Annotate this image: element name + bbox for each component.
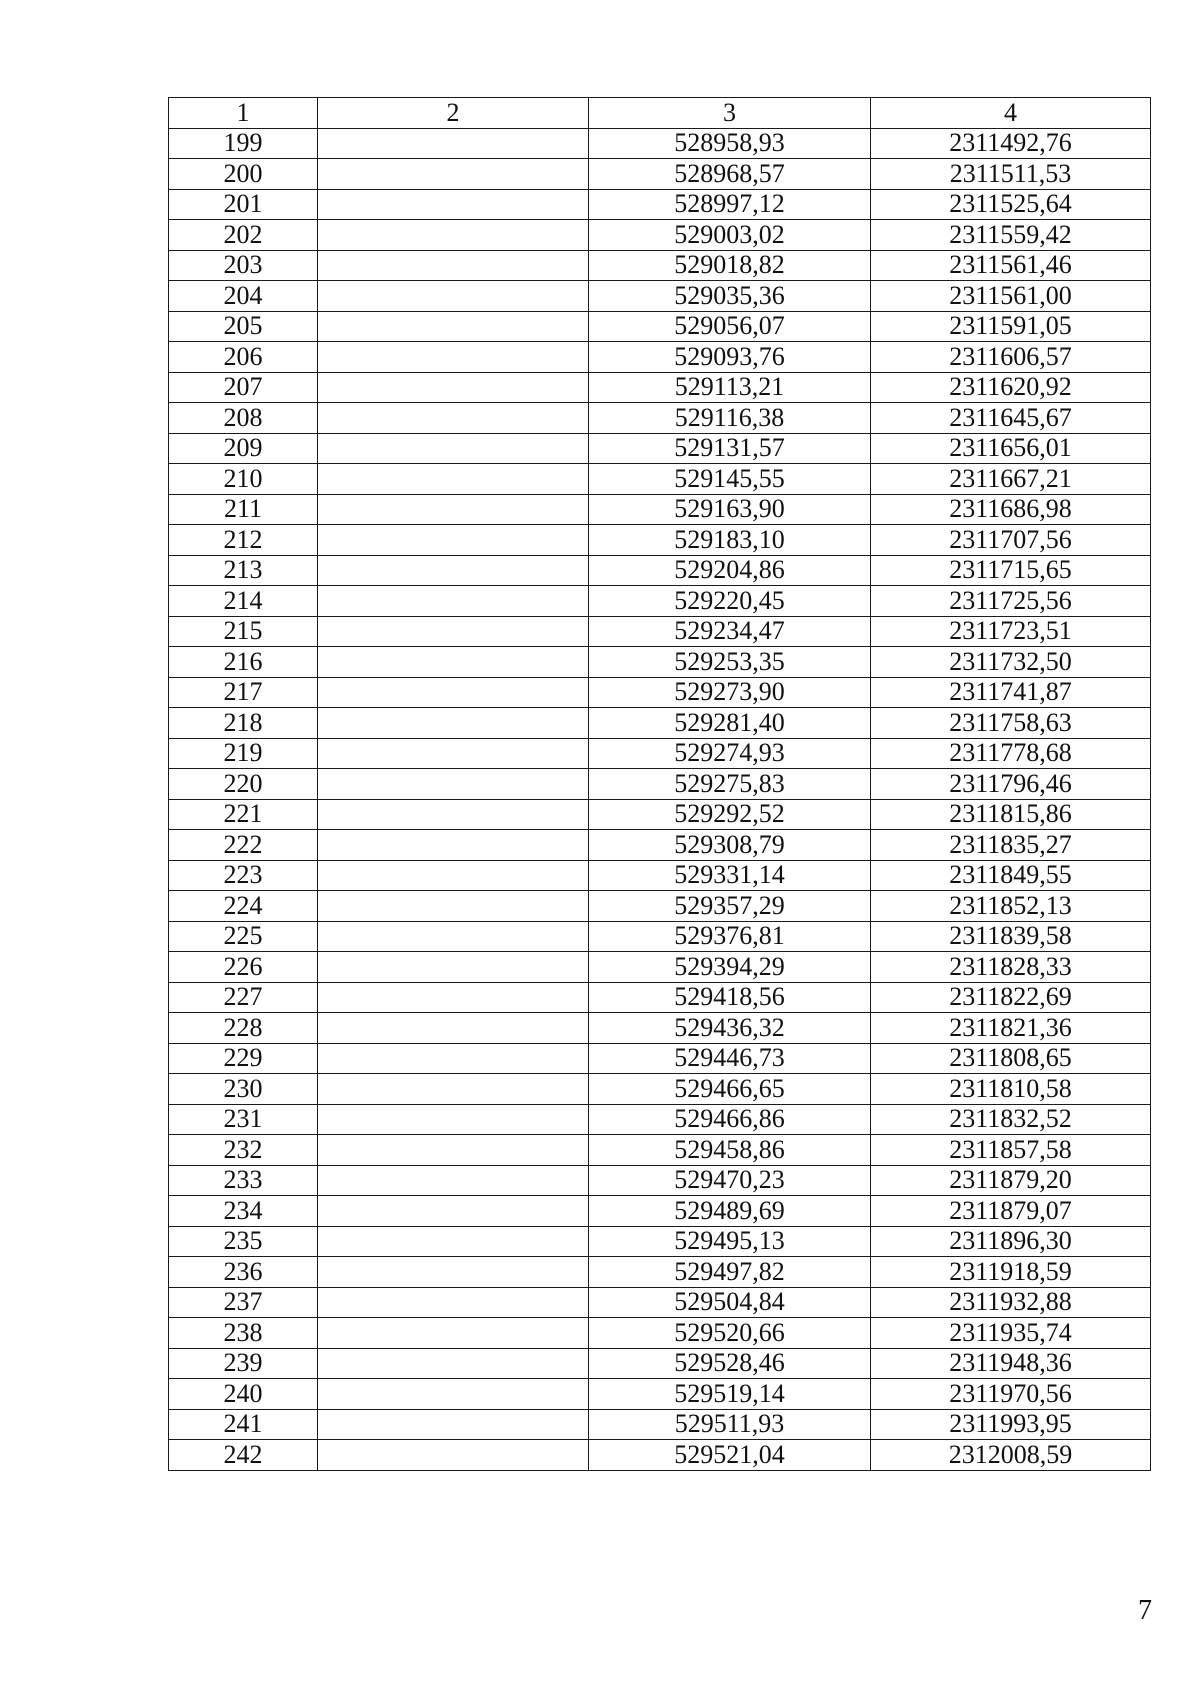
x-coordinate-cell: 529183,10 <box>589 525 871 556</box>
point-number-cell: 229 <box>169 1043 318 1074</box>
x-coordinate-cell: 529018,82 <box>589 250 871 281</box>
x-coordinate-cell: 529528,46 <box>589 1348 871 1379</box>
table-row <box>169 220 1151 251</box>
point-number-cell: 216 <box>169 647 318 678</box>
point-number-cell: 220 <box>169 769 318 800</box>
table-row <box>169 250 1151 281</box>
y-coordinate-cell: 2311723,51 <box>871 616 1151 647</box>
point-number-cell: 214 <box>169 586 318 617</box>
y-coordinate-cell: 2311879,20 <box>871 1165 1151 1196</box>
empty-cell <box>318 982 589 1013</box>
table-row <box>169 1379 1151 1410</box>
empty-cell <box>318 525 589 556</box>
x-coordinate-cell: 529394,29 <box>589 952 871 983</box>
point-number-cell: 201 <box>169 189 318 220</box>
table-row <box>169 860 1151 891</box>
table-row <box>169 342 1151 373</box>
point-number-cell: 217 <box>169 677 318 708</box>
point-number-cell: 200 <box>169 159 318 190</box>
point-number-cell: 221 <box>169 799 318 830</box>
x-coordinate-cell: 528958,93 <box>589 128 871 159</box>
point-number-cell: 235 <box>169 1226 318 1257</box>
table-row <box>169 1440 1151 1471</box>
empty-cell <box>318 1196 589 1227</box>
y-coordinate-cell: 2311796,46 <box>871 769 1151 800</box>
x-coordinate-cell: 529220,45 <box>589 586 871 617</box>
table-row <box>169 555 1151 586</box>
table-row <box>169 647 1151 678</box>
point-number-cell: 205 <box>169 311 318 342</box>
point-number-cell: 234 <box>169 1196 318 1227</box>
y-coordinate-cell: 2311849,55 <box>871 860 1151 891</box>
point-number-cell: 227 <box>169 982 318 1013</box>
table-row <box>169 738 1151 769</box>
x-coordinate-cell: 529056,07 <box>589 311 871 342</box>
x-coordinate-cell: 529281,40 <box>589 708 871 739</box>
point-number-cell: 230 <box>169 1074 318 1105</box>
empty-cell <box>318 342 589 373</box>
header-row <box>169 98 1151 129</box>
empty-cell <box>318 616 589 647</box>
empty-cell <box>318 830 589 861</box>
table-row <box>169 464 1151 495</box>
table-row <box>169 830 1151 861</box>
empty-cell <box>318 799 589 830</box>
table-row <box>169 1196 1151 1227</box>
empty-cell <box>318 586 589 617</box>
x-coordinate-cell: 529145,55 <box>589 464 871 495</box>
x-coordinate-cell: 529331,14 <box>589 860 871 891</box>
header-col-2: 2 <box>318 98 589 129</box>
x-coordinate-cell: 529253,35 <box>589 647 871 678</box>
table-row <box>169 1135 1151 1166</box>
x-coordinate-cell: 529308,79 <box>589 830 871 861</box>
y-coordinate-cell: 2311559,42 <box>871 220 1151 251</box>
x-coordinate-cell: 529292,52 <box>589 799 871 830</box>
y-coordinate-cell: 2311758,63 <box>871 708 1151 739</box>
table-body <box>169 128 1151 1470</box>
y-coordinate-cell: 2311879,07 <box>871 1196 1151 1227</box>
point-number-cell: 202 <box>169 220 318 251</box>
x-coordinate-cell: 529418,56 <box>589 982 871 1013</box>
point-number-cell: 226 <box>169 952 318 983</box>
point-number-cell: 209 <box>169 433 318 464</box>
point-number-cell: 204 <box>169 281 318 312</box>
table-row <box>169 1348 1151 1379</box>
coordinates-table <box>168 97 1151 1471</box>
table-row <box>169 1074 1151 1105</box>
point-number-cell: 239 <box>169 1348 318 1379</box>
x-coordinate-cell: 529470,23 <box>589 1165 871 1196</box>
y-coordinate-cell: 2311741,87 <box>871 677 1151 708</box>
empty-cell <box>318 464 589 495</box>
empty-cell <box>318 1013 589 1044</box>
y-coordinate-cell: 2311561,46 <box>871 250 1151 281</box>
x-coordinate-cell: 529093,76 <box>589 342 871 373</box>
table-row <box>169 769 1151 800</box>
y-coordinate-cell: 2311821,36 <box>871 1013 1151 1044</box>
point-number-cell: 236 <box>169 1257 318 1288</box>
table-header <box>169 98 1151 129</box>
empty-cell <box>318 311 589 342</box>
x-coordinate-cell: 529274,93 <box>589 738 871 769</box>
table-row <box>169 1257 1151 1288</box>
empty-cell <box>318 250 589 281</box>
table-row <box>169 281 1151 312</box>
x-coordinate-cell: 529357,29 <box>589 891 871 922</box>
y-coordinate-cell: 2311815,86 <box>871 799 1151 830</box>
y-coordinate-cell: 2311686,98 <box>871 494 1151 525</box>
table-row <box>169 189 1151 220</box>
empty-cell <box>318 1135 589 1166</box>
empty-cell <box>318 128 589 159</box>
x-coordinate-cell: 529458,86 <box>589 1135 871 1166</box>
point-number-cell: 240 <box>169 1379 318 1410</box>
table-row <box>169 159 1151 190</box>
table-row <box>169 128 1151 159</box>
y-coordinate-cell: 2311667,21 <box>871 464 1151 495</box>
x-coordinate-cell: 529511,93 <box>589 1409 871 1440</box>
y-coordinate-cell: 2311993,95 <box>871 1409 1151 1440</box>
y-coordinate-cell: 2311707,56 <box>871 525 1151 556</box>
point-number-cell: 213 <box>169 555 318 586</box>
empty-cell <box>318 403 589 434</box>
table-row <box>169 433 1151 464</box>
y-coordinate-cell: 2311810,58 <box>871 1074 1151 1105</box>
empty-cell <box>318 1287 589 1318</box>
point-number-cell: 224 <box>169 891 318 922</box>
empty-cell <box>318 433 589 464</box>
empty-cell <box>318 1165 589 1196</box>
table-row <box>169 586 1151 617</box>
y-coordinate-cell: 2311948,36 <box>871 1348 1151 1379</box>
empty-cell <box>318 769 589 800</box>
empty-cell <box>318 159 589 190</box>
y-coordinate-cell: 2311492,76 <box>871 128 1151 159</box>
point-number-cell: 218 <box>169 708 318 739</box>
empty-cell <box>318 1104 589 1135</box>
y-coordinate-cell: 2311835,27 <box>871 830 1151 861</box>
y-coordinate-cell: 2311852,13 <box>871 891 1151 922</box>
table-row <box>169 891 1151 922</box>
point-number-cell: 238 <box>169 1318 318 1349</box>
empty-cell <box>318 1043 589 1074</box>
point-number-cell: 233 <box>169 1165 318 1196</box>
empty-cell <box>318 555 589 586</box>
point-number-cell: 223 <box>169 860 318 891</box>
table-row <box>169 1287 1151 1318</box>
y-coordinate-cell: 2311778,68 <box>871 738 1151 769</box>
point-number-cell: 237 <box>169 1287 318 1318</box>
point-number-cell: 212 <box>169 525 318 556</box>
empty-cell <box>318 281 589 312</box>
point-number-cell: 225 <box>169 921 318 952</box>
x-coordinate-cell: 529521,04 <box>589 1440 871 1471</box>
point-number-cell: 222 <box>169 830 318 861</box>
table-row <box>169 372 1151 403</box>
point-number-cell: 207 <box>169 372 318 403</box>
y-coordinate-cell: 2312008,59 <box>871 1440 1151 1471</box>
y-coordinate-cell: 2311732,50 <box>871 647 1151 678</box>
y-coordinate-cell: 2311606,57 <box>871 342 1151 373</box>
empty-cell <box>318 1348 589 1379</box>
y-coordinate-cell: 2311918,59 <box>871 1257 1151 1288</box>
x-coordinate-cell: 529376,81 <box>589 921 871 952</box>
x-coordinate-cell: 529466,65 <box>589 1074 871 1105</box>
empty-cell <box>318 372 589 403</box>
table-row <box>169 311 1151 342</box>
x-coordinate-cell: 529003,02 <box>589 220 871 251</box>
x-coordinate-cell: 529275,83 <box>589 769 871 800</box>
empty-cell <box>318 860 589 891</box>
point-number-cell: 228 <box>169 1013 318 1044</box>
table-row <box>169 1165 1151 1196</box>
empty-cell <box>318 1440 589 1471</box>
table-row <box>169 952 1151 983</box>
table-row <box>169 403 1151 434</box>
empty-cell <box>318 1379 589 1410</box>
table-row <box>169 982 1151 1013</box>
point-number-cell: 210 <box>169 464 318 495</box>
table-row <box>169 1043 1151 1074</box>
table-row <box>169 525 1151 556</box>
empty-cell <box>318 921 589 952</box>
header-col-4: 4 <box>871 98 1151 129</box>
empty-cell <box>318 1409 589 1440</box>
y-coordinate-cell: 2311832,52 <box>871 1104 1151 1135</box>
y-coordinate-cell: 2311932,88 <box>871 1287 1151 1318</box>
y-coordinate-cell: 2311935,74 <box>871 1318 1151 1349</box>
y-coordinate-cell: 2311715,65 <box>871 555 1151 586</box>
x-coordinate-cell: 529113,21 <box>589 372 871 403</box>
y-coordinate-cell: 2311725,56 <box>871 586 1151 617</box>
point-number-cell: 199 <box>169 128 318 159</box>
x-coordinate-cell: 529446,73 <box>589 1043 871 1074</box>
x-coordinate-cell: 528968,57 <box>589 159 871 190</box>
x-coordinate-cell: 529466,86 <box>589 1104 871 1135</box>
point-number-cell: 206 <box>169 342 318 373</box>
header-col-3: 3 <box>589 98 871 129</box>
table-row <box>169 1013 1151 1044</box>
empty-cell <box>318 220 589 251</box>
empty-cell <box>318 1226 589 1257</box>
y-coordinate-cell: 2311822,69 <box>871 982 1151 1013</box>
x-coordinate-cell: 529504,84 <box>589 1287 871 1318</box>
y-coordinate-cell: 2311561,00 <box>871 281 1151 312</box>
x-coordinate-cell: 529520,66 <box>589 1318 871 1349</box>
x-coordinate-cell: 529497,82 <box>589 1257 871 1288</box>
x-coordinate-cell: 529163,90 <box>589 494 871 525</box>
empty-cell <box>318 891 589 922</box>
empty-cell <box>318 677 589 708</box>
x-coordinate-cell: 529519,14 <box>589 1379 871 1410</box>
header-col-1: 1 <box>169 98 318 129</box>
empty-cell <box>318 189 589 220</box>
x-coordinate-cell: 529273,90 <box>589 677 871 708</box>
point-number-cell: 231 <box>169 1104 318 1135</box>
empty-cell <box>318 1318 589 1349</box>
empty-cell <box>318 1074 589 1105</box>
point-number-cell: 211 <box>169 494 318 525</box>
y-coordinate-cell: 2311857,58 <box>871 1135 1151 1166</box>
y-coordinate-cell: 2311839,58 <box>871 921 1151 952</box>
y-coordinate-cell: 2311808,65 <box>871 1043 1151 1074</box>
table-row <box>169 616 1151 647</box>
y-coordinate-cell: 2311645,67 <box>871 403 1151 434</box>
table-row <box>169 1409 1151 1440</box>
table-row <box>169 708 1151 739</box>
x-coordinate-cell: 529495,13 <box>589 1226 871 1257</box>
empty-cell <box>318 952 589 983</box>
y-coordinate-cell: 2311591,05 <box>871 311 1151 342</box>
table-row <box>169 1226 1151 1257</box>
empty-cell <box>318 738 589 769</box>
x-coordinate-cell: 529436,32 <box>589 1013 871 1044</box>
x-coordinate-cell: 529204,86 <box>589 555 871 586</box>
empty-cell <box>318 1257 589 1288</box>
y-coordinate-cell: 2311828,33 <box>871 952 1151 983</box>
x-coordinate-cell: 529489,69 <box>589 1196 871 1227</box>
x-coordinate-cell: 528997,12 <box>589 189 871 220</box>
empty-cell <box>318 494 589 525</box>
y-coordinate-cell: 2311511,53 <box>871 159 1151 190</box>
point-number-cell: 242 <box>169 1440 318 1471</box>
x-coordinate-cell: 529234,47 <box>589 616 871 647</box>
y-coordinate-cell: 2311656,01 <box>871 433 1151 464</box>
table-row <box>169 494 1151 525</box>
y-coordinate-cell: 2311525,64 <box>871 189 1151 220</box>
page-number: 7 <box>1138 1595 1152 1626</box>
table-row <box>169 1318 1151 1349</box>
point-number-cell: 219 <box>169 738 318 769</box>
x-coordinate-cell: 529035,36 <box>589 281 871 312</box>
point-number-cell: 215 <box>169 616 318 647</box>
table-row <box>169 1104 1151 1135</box>
empty-cell <box>318 708 589 739</box>
empty-cell <box>318 647 589 678</box>
y-coordinate-cell: 2311620,92 <box>871 372 1151 403</box>
x-coordinate-cell: 529131,57 <box>589 433 871 464</box>
point-number-cell: 241 <box>169 1409 318 1440</box>
table-row <box>169 921 1151 952</box>
y-coordinate-cell: 2311970,56 <box>871 1379 1151 1410</box>
point-number-cell: 208 <box>169 403 318 434</box>
table-row <box>169 799 1151 830</box>
table-row <box>169 677 1151 708</box>
x-coordinate-cell: 529116,38 <box>589 403 871 434</box>
y-coordinate-cell: 2311896,30 <box>871 1226 1151 1257</box>
point-number-cell: 203 <box>169 250 318 281</box>
point-number-cell: 232 <box>169 1135 318 1166</box>
